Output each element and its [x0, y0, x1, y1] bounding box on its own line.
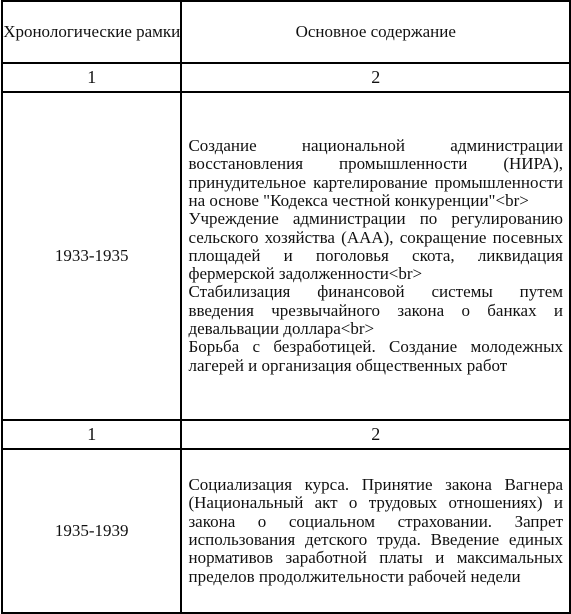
column-number-cell	[181, 420, 570, 449]
header-period-label: Хронологические рамки	[3, 22, 181, 41]
table-row	[2, 449, 570, 613]
header-row	[2, 1, 570, 63]
content-paragraph: Социализация курса. Принятие закона Вагнера (Национальный акт о трудовых отношениях) и закона о социальном страховании. Запрет использования детского труда. Введение единых нормативов заработной платы и максимальных пределов продолжительности рабочей недели	[188, 475, 563, 586]
period-cell	[2, 449, 181, 613]
header-content-label: Основное содержание	[295, 22, 456, 41]
period-label: 1933-1935	[54, 246, 129, 265]
column-number-1: 1	[87, 424, 97, 444]
table-row	[2, 92, 570, 420]
content-paragraph: Стабилизация финансовой системы путем введения чрезвычайного закона о банках и девальвации доллара<br>	[188, 282, 563, 339]
column-number-cell	[2, 420, 181, 449]
column-number-1: 1	[87, 67, 97, 87]
header-cell-content	[181, 1, 570, 63]
period-label: 1935-1939	[54, 521, 129, 540]
content-paragraph: Борьба с безработицей. Создание молодежных лагерей и организация общественных работ	[188, 337, 563, 375]
content-paragraph: Учреждение администрации по регулированию сельского хозяйства (ААА), сокращение посевных площадей и поголовья скота, ликвидация фермерской задолженности<br>	[188, 209, 563, 284]
column-number-cell	[181, 63, 570, 92]
header-cell-period	[2, 1, 181, 63]
column-number-2: 2	[371, 424, 381, 444]
content-paragraph: Создание национальной администрации восстановления промышленности (НИРА), принудительное картелирование промышленности на основе "Кодекса честной конкуренции"<br>	[188, 136, 563, 210]
column-number-row	[2, 63, 570, 92]
column-number-cell	[2, 63, 181, 92]
content-cell	[181, 449, 570, 613]
content-cell	[181, 92, 570, 420]
chronology-table	[1, 0, 571, 614]
period-cell	[2, 92, 181, 420]
column-number-2: 2	[371, 67, 381, 87]
column-number-row	[2, 420, 570, 449]
